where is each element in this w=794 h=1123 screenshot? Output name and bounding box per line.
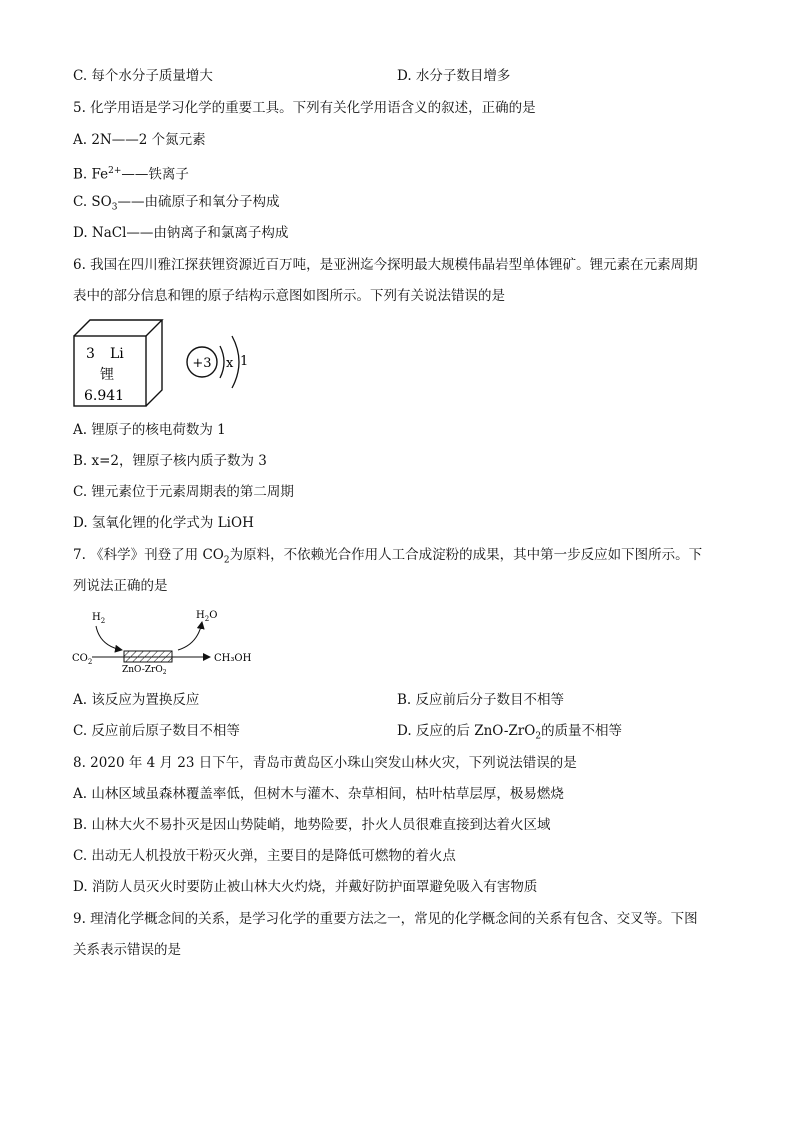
electron-shell-1: [220, 346, 224, 378]
h2-arrow: [96, 626, 122, 650]
co2-label: $CO_2$: [72, 653, 93, 666]
catalyst-bar: [124, 651, 172, 662]
h2o-arrow: [178, 622, 202, 650]
q4-option-c: C. 每个水分子质量增大: [73, 68, 213, 84]
q5-stem: 5. 化学用语是学习化学的重要工具。下列有关化学用语含义的叙述，正确的是: [73, 100, 536, 116]
q6-stem-line2: 表中的部分信息和锂的原子结构示意图如图所示。下列有关说法错误的是: [73, 288, 505, 304]
q7-stem-line2: 列说法正确的是: [73, 578, 168, 594]
ch3oh-label: CH₃OH: [214, 653, 252, 664]
q9-stem-line1: 9. 理清化学概念间的关系，是学习化学的重要方法之一，常见的化学概念间的关系有包含、交叉等。下图: [73, 911, 698, 927]
q7-option-b: B. 反应前后分子数目不相等: [397, 692, 565, 708]
shell2-electrons: 1: [240, 354, 249, 369]
q5-option-d: D. NaCl——由钠离子和氯离子构成: [73, 225, 289, 241]
cell-symbol: Li: [110, 346, 124, 362]
cell-name: 锂: [100, 367, 114, 383]
q5-option-c: C. $SO_3——$由硫原子和氧分子构成: [73, 194, 280, 213]
q8-option-b: B. 山林大火不易扑灭是因山势陡峭，地势险要，扑火人员很难直接到达着火区域: [73, 817, 551, 833]
h2-label: $H_2$: [92, 612, 106, 625]
reaction-figure: [70, 604, 270, 676]
q7-option-d: D. 反应的后 ZnO-ZrO$_2$的质量不相等: [397, 723, 623, 742]
cell-number: 3: [86, 346, 95, 362]
q7-option-a: A. 该反应为置换反应: [73, 692, 200, 708]
catalyst-label: ZnO-ZrO$_2$: [122, 665, 167, 676]
q6-option-a: A. 锂原子的核电荷数为 1: [73, 422, 226, 438]
q6-option-b: B. x=2，锂原子核内质子数为 3: [73, 453, 267, 469]
nucleus-charge: +3: [192, 356, 212, 371]
lithium-figure: [70, 314, 260, 410]
q9-stem-line2: 关系表示错误的是: [73, 942, 181, 958]
q6-stem-line1: 6. 我国在四川雅江探获锂资源近百万吨，是亚洲迄今探明最大规模伟晶岩型单体锂矿。锂元素在元素周期: [73, 257, 698, 273]
q5-option-b: B. $Fe^{2+}——$铁离子: [73, 166, 189, 183]
shell1-electrons: x: [226, 356, 234, 371]
q8-option-d: D. 消防人员灭火时要防止被山林大火灼烧，并戴好防护面罩避免吸入有害物质: [73, 879, 538, 895]
q7-stem-line1: 7. 《科学》刊登了用 $CO_2$为原料，不依赖光合作用人工合成淀粉的成果，其中第一步反应如下图所示。下: [73, 547, 703, 566]
q8-option-a: A. 山林区域虽森林覆盖率低，但树木与灌木、杂草相间，枯叶枯草层厚，极易燃烧: [73, 786, 564, 802]
q6-option-d: D. 氢氧化锂的化学式为 LiOH: [73, 515, 254, 531]
h2o-label: $H_2O$: [196, 610, 218, 623]
cell-mass: 6.941: [84, 388, 125, 404]
q8-stem: 8. 2020 年 4 月 23 日下午，青岛市黄岛区小珠山突发山林火灾，下列说法错误的是: [73, 755, 577, 771]
q8-option-c: C. 出动无人机投放干粉灭火弹，主要目的是降低可燃物的着火点: [73, 848, 456, 864]
q4-option-d: D. 水分子数目增多: [397, 68, 511, 84]
q6-option-c: C. 锂元素位于元素周期表的第二周期: [73, 484, 294, 500]
q5-option-a: A. 2N——2 个氮元素: [73, 132, 206, 148]
q7-option-c: C. 反应前后原子数目不相等: [73, 723, 240, 739]
